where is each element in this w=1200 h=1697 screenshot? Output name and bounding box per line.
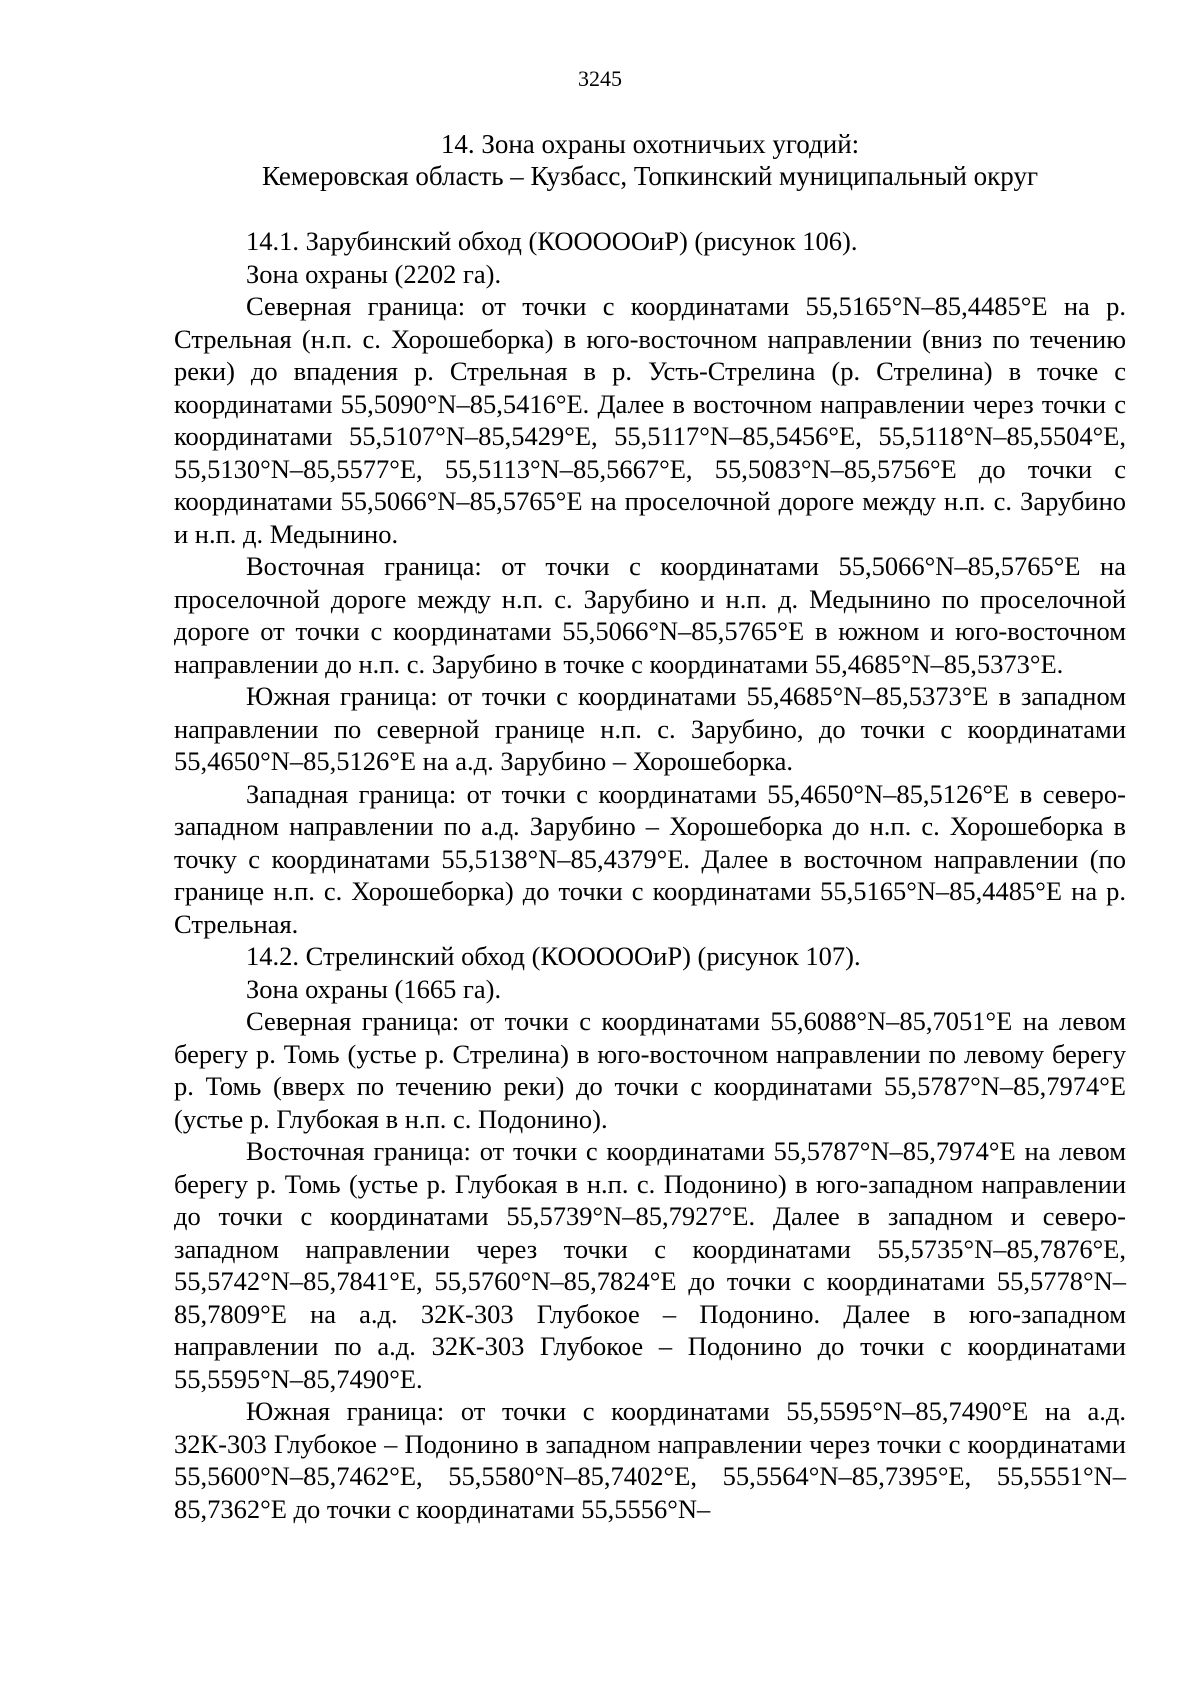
document-body [174,225,1126,1525]
page-number: 3245 [578,66,622,91]
east-boundary-14-2: Восточная граница: от точки с координатами 55,5787°N–85,7974°E на левом берегу р. Томь (устье р. Глубокая в н.п. с. Подонино) в юго-западном направлении до точки с координатами 55,5739°N–85,7927°E. Далее в западном и северо-западном направлении через точки с координатами 55,5735°N–85,7876°E, 55,5742°N–85,7841°E, 55,5760°N–85,7824°E до точки с координатами 55,5778°N–85,7809°E на а.д. 32К-303 Глубокое – Подонино. Далее в юго-западном направлении по а.д. 32К-303 Глубокое – Подонино до точки с координатами 55,5595°N–85,7490°E. [174,1136,1126,1394]
protection-zone-area-14-2: Зона охраны (1665 га). [246,973,502,1004]
south-boundary-14-2: Южная граница: от точки с координатами 55,5595°N–85,7490°E на а.д. 32К-303 Глубокое – Подонино в западном направлении через точки с координатами 55,5600°N–85,7462°E, 55,5580°N–85,7402°E, 55,5564°N–85,7395°E, 55,5551°N–85,7362°E до точки с координатами 55,5556°N– [174,1396,1126,1524]
north-boundary-14-2: Северная граница: от точки с координатами 55,6088°N–85,7051°E на левом берегу р. Томь (устье р. Стрелина) в юго-восточном направлении по левому берегу р. Томь (вверх по течению реки) до точки с координатами 55,5787°N–85,7974°E (устье р. Глубокая в н.п. с. Подонино). [174,1006,1126,1134]
section-heading [174,128,1126,192]
section-heading-line-2: Кемеровская область – Кузбасс, Топкинский муниципальный округ [261,161,1039,191]
section-heading-line-1: 14. Зона охраны охотничьих угодий: [440,129,860,159]
protection-zone-area-14-1: Зона охраны (2202 га). [246,258,502,289]
west-boundary-14-1: Западная граница: от точки с координатами 55,4650°N–85,5126°E в северо-западном направлении по а.д. Зарубино – Хорошеборка до н.п. с. Хорошеборка в точку с координатами 55,5138°N–85,4379°E. Далее в восточном направлении (по границе н.п. с. Хорошеборка) до точки с координатами 55,5165°N–85,4485°E на р. Стрельная. [174,778,1126,939]
north-boundary-14-1: Северная граница: от точки с координатами 55,5165°N–85,4485°E на р. Стрельная (н.п. с. Хорошеборка) в юго-восточном направлении (вниз по течению реки) до впадения р. Стрельная в р. Усть-Стрелина (р. Стрелина) в точке с координатами 55,5090°N–85,5416°E. Далее в восточном направлении через точки с координатами 55,5107°N–85,5429°E, 55,5117°N–85,5456°E, 55,5118°N–85,5504°E, 55,5130°N–85,5577°E, 55,5113°N–85,5667°E, 55,5083°N–85,5756°E до точки с координатами 55,5066°N–85,5765°E на проселочной дороге между н.п. с. Зарубино и н.п. д. Медынино. [174,291,1126,549]
east-boundary-14-1: Восточная граница: от точки с координатами 55,5066°N–85,5765°E на проселочной дороге между н.п. с. Зарубино и н.п. д. Медынино по проселочной дороге от точки с координатами 55,5066°N–85,5765°E в южном и юго-восточном направлении до н.п. с. Зарубино в точке с координатами 55,4685°N–85,5373°E. [174,551,1126,679]
subsection-title-14-2: 14.2. Стрелинский обход (КОООООиР) (рисунок 107). [246,941,861,971]
subsection-title-14-1: 14.1. Зарубинский обход (КОООООиР) (рисунок 106). [246,226,858,256]
south-boundary-14-1: Южная граница: от точки с координатами 55,4685°N–85,5373°E в западном направлении по северной границе н.п. с. Зарубино, до точки с координатами 55,4650°N–85,5126°E на а.д. Зарубино – Хорошеборка. [174,681,1126,776]
